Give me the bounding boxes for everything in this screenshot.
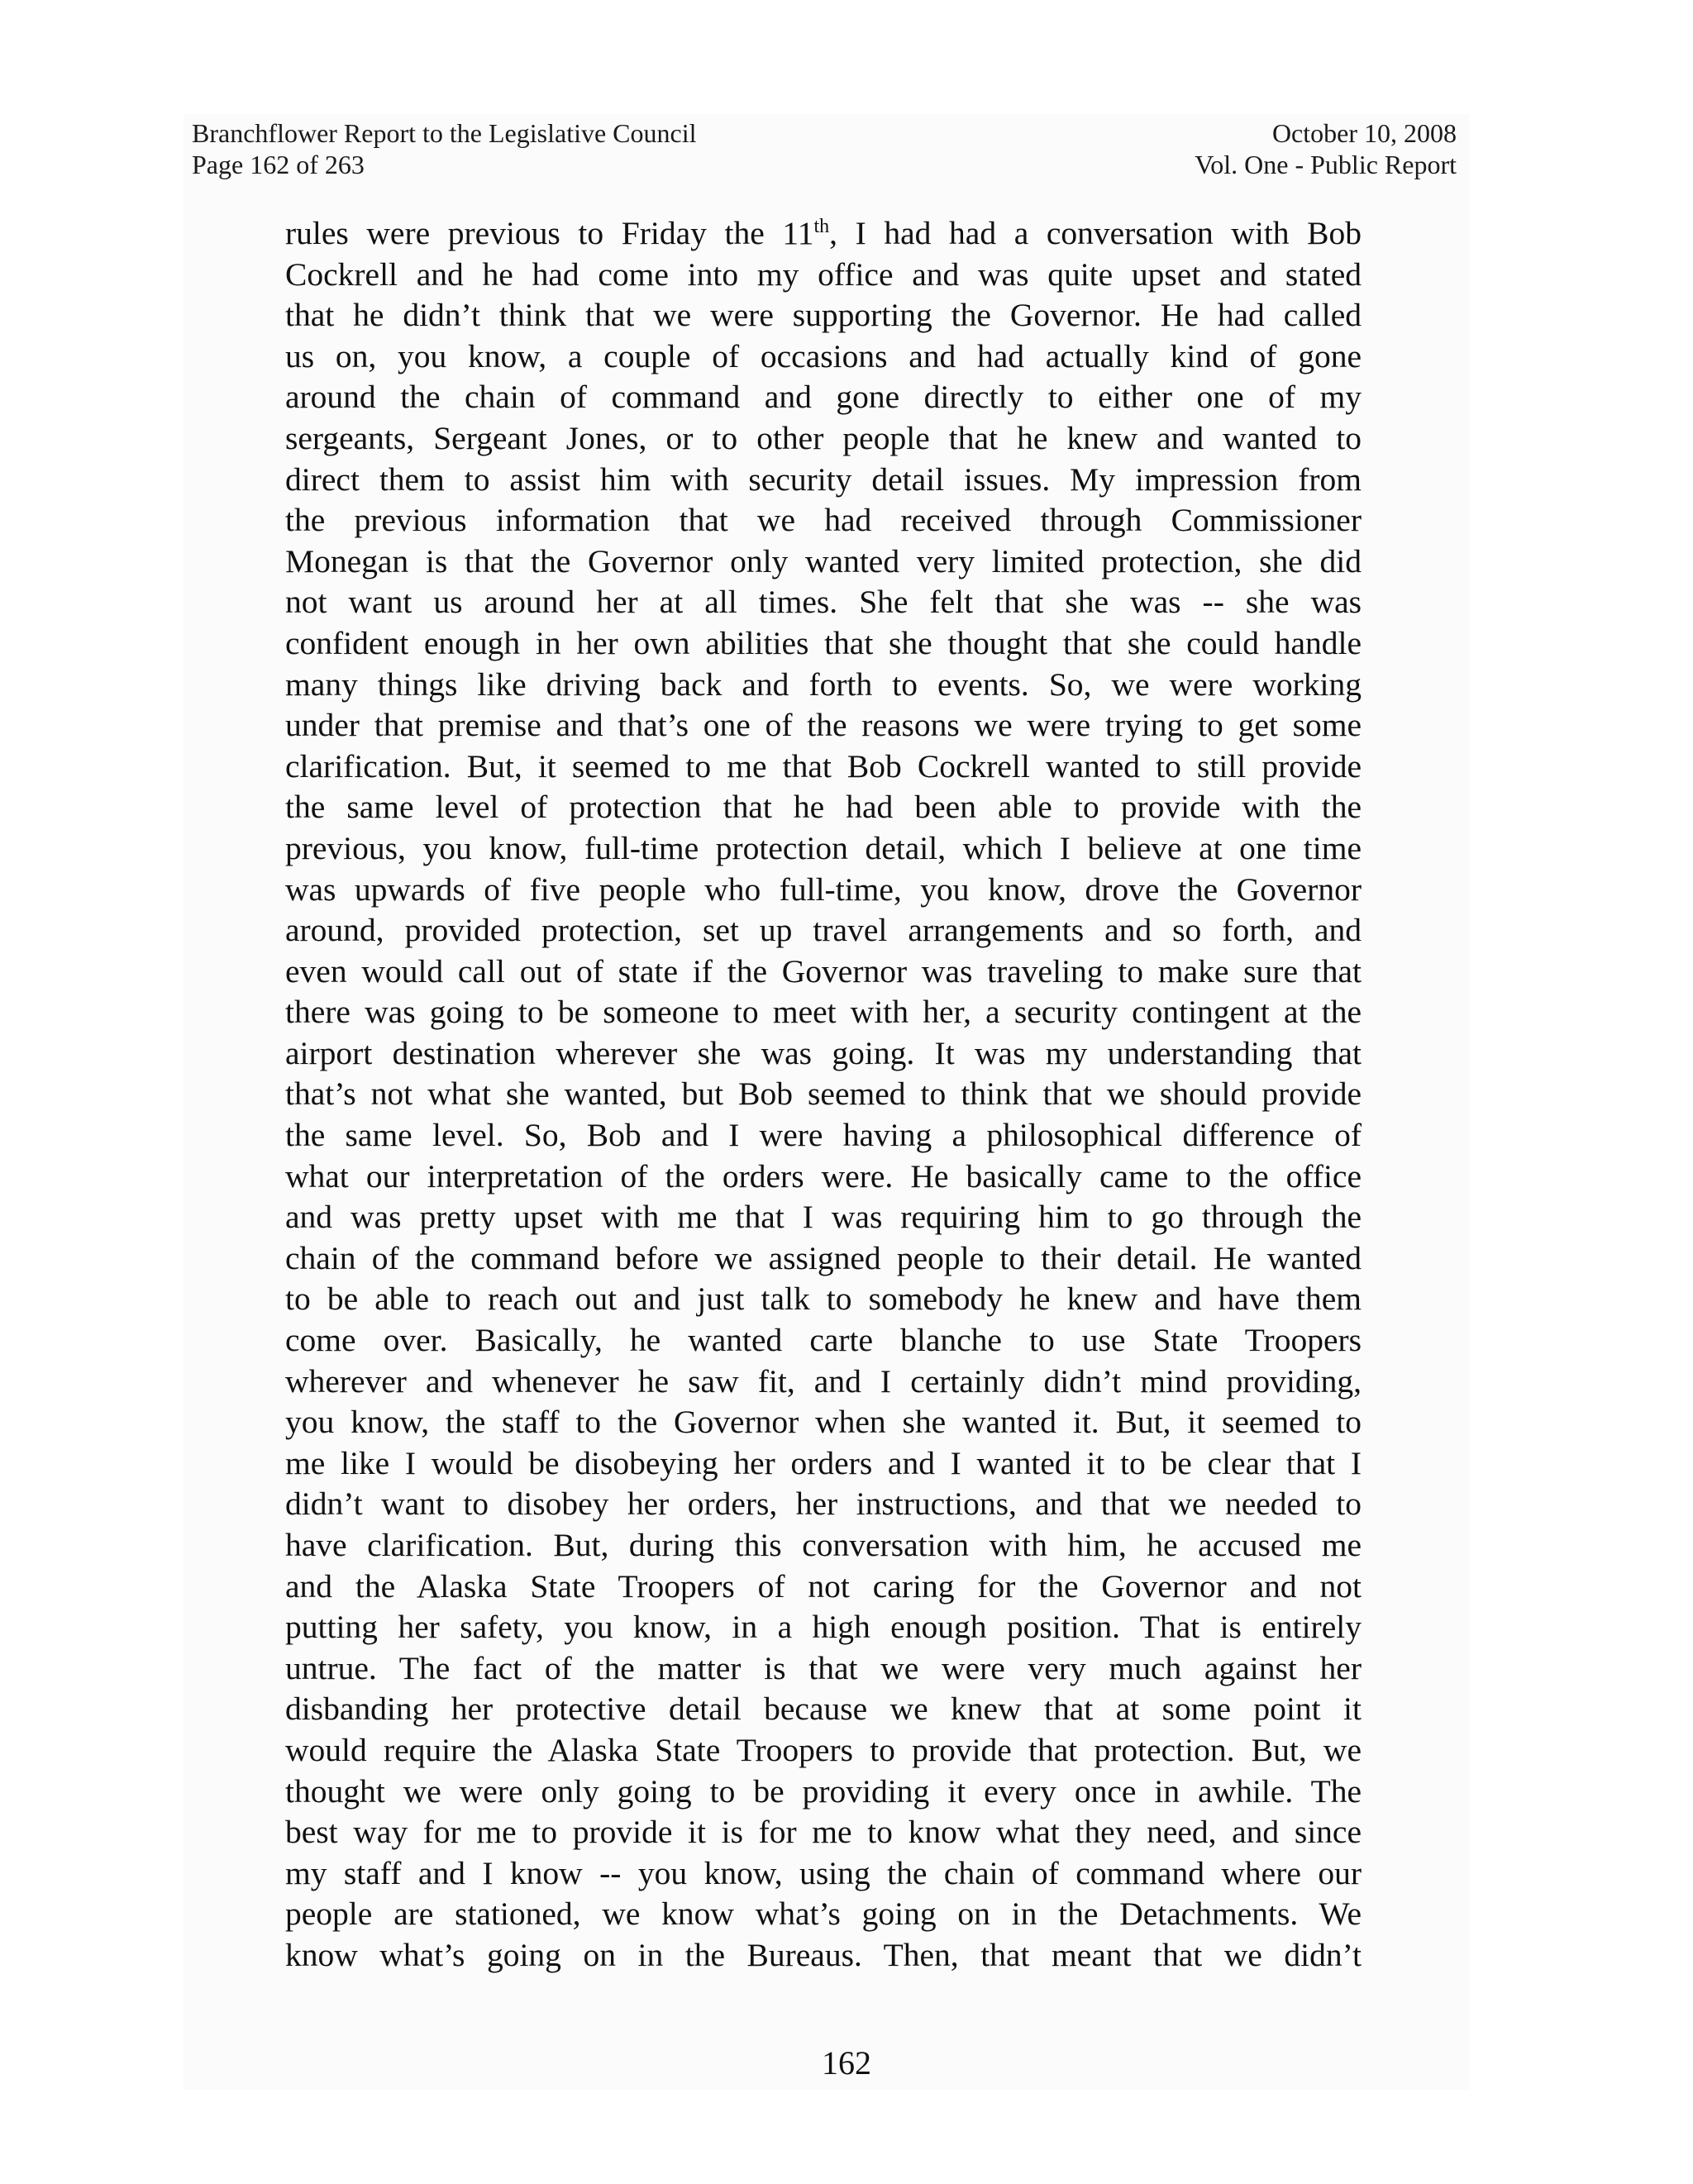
body-line: the same level of protection that he had been able to provide with the — [285, 789, 1362, 826]
body-line: have clarification. But, during this conversation with him, he accused me — [285, 1527, 1362, 1563]
body-line: putting her safety, you know, in a high enough position. That is entirely — [285, 1609, 1362, 1646]
body-line: around, provided protection, set up travel arrangements and so forth, and — [285, 912, 1362, 949]
body-line: previous, you know, full-time protection detail, which I believe at one time — [285, 829, 1362, 866]
body-line: wherever and whenever he saw fit, and I certainly didn’t mind providing, — [285, 1362, 1362, 1400]
body-line: direct them to assist him with security detail issues. My impression from — [285, 460, 1362, 498]
body-line: and the Alaska State Troopers of not caring for the Governor and not — [285, 1567, 1362, 1605]
page-number: 162 — [822, 2044, 871, 2081]
body-line: and was pretty upset with me that I was requiring him to go through the — [285, 1199, 1362, 1236]
body-line: even would call out of state if the Governor was traveling to make sure that — [285, 952, 1362, 989]
report-title: Branchflower Report to the Legislative Council — [192, 118, 697, 148]
body-line: Monegan is that the Governor only wanted very limited protection, she did — [285, 542, 1362, 579]
report-date: October 10, 2008 — [1271, 118, 1457, 148]
body-line: come over. Basically, he wanted carte blanche to use State Troopers — [285, 1322, 1362, 1359]
body-line: under that premise and that’s one of the reasons we were trying to get some — [285, 707, 1362, 744]
body-line: that’s not what she wanted, but Bob seemed to think that we should provide — [285, 1075, 1362, 1113]
body-line: not want us around her at all times. She felt that she was -- she was — [285, 584, 1362, 621]
body-line: Cockrell and he had come into my office and was quite upset and stated — [285, 255, 1362, 293]
body-line: there was going to be someone to meet with her, a security contingent at the — [285, 994, 1362, 1031]
header-right — [1195, 117, 1457, 180]
body-line: didn’t want to disobey her orders, her instructions, and that we needed to — [285, 1485, 1362, 1523]
body-line: the previous information that we had received through Commissioner — [285, 502, 1362, 539]
body-line: what our interpretation of the orders were. He basically came to the office — [285, 1157, 1362, 1195]
body-line: clarification. But, it seemed to me that Bob Cockrell wanted to still provide — [285, 747, 1362, 784]
body-line: would require the Alaska State Troopers to provide that protection. But, we — [285, 1731, 1362, 1768]
body-line: around the chain of command and gone directly to either one of my — [285, 379, 1362, 416]
body-line: many things like driving back and forth to events. So, we were working — [285, 665, 1362, 703]
body-line: you know, the staff to the Governor when she wanted it. But, it seemed to — [285, 1404, 1362, 1441]
volume-label: Vol. One - Public Report — [1195, 150, 1457, 179]
body-line: confident enough in her own abilities that she thought that she could handle — [285, 624, 1362, 661]
body-line: best way for me to provide it is for me to know what they need, and since — [285, 1814, 1362, 1851]
body-line: that he didn’t think that we were supporting the Governor. He had called — [285, 297, 1362, 334]
body-line: chain of the command before we assigned people to their detail. He wanted — [285, 1239, 1362, 1276]
body-line: us on, you know, a couple of occasions and had actually kind of gone — [285, 337, 1362, 374]
header-left — [192, 117, 697, 180]
body-line: untrue. The fact of the matter is that we were very much against her — [285, 1649, 1362, 1686]
body-line: rules were previous to Friday the 11th, I had had a conversation with Bob — [285, 215, 1362, 251]
body-line: thought we were only going to be providing it every once in awhile. The — [285, 1772, 1362, 1810]
body-line: know what’s going on in the Bureaus. Then, that meant that we didn’t — [285, 1936, 1362, 1973]
body-line: airport destination wherever she was going. It was my understanding that — [285, 1034, 1362, 1071]
body-line: people are stationed, we know what’s going on in the Detachments. We — [285, 1896, 1362, 1933]
body-line: was upwards of five people who full-time, you know, drove the Governor — [285, 870, 1362, 908]
body-line: to be able to reach out and just talk to somebody he knew and have them — [285, 1280, 1362, 1318]
body-paragraph — [285, 213, 1362, 1977]
body-line: the same level. So, Bob and I were having a philosophical difference of — [285, 1117, 1362, 1154]
body-line: disbanding her protective detail because we knew that at some point it — [285, 1690, 1362, 1728]
body-line: my staff and I know -- you know, using the chain of command where our — [285, 1854, 1362, 1891]
body-line: me like I would be disobeying her orders and I wanted it to be clear that I — [285, 1444, 1362, 1481]
body-line: sergeants, Sergeant Jones, or to other people that he knew and wanted to — [285, 419, 1362, 456]
page-label: Page 162 of 263 — [192, 150, 365, 179]
